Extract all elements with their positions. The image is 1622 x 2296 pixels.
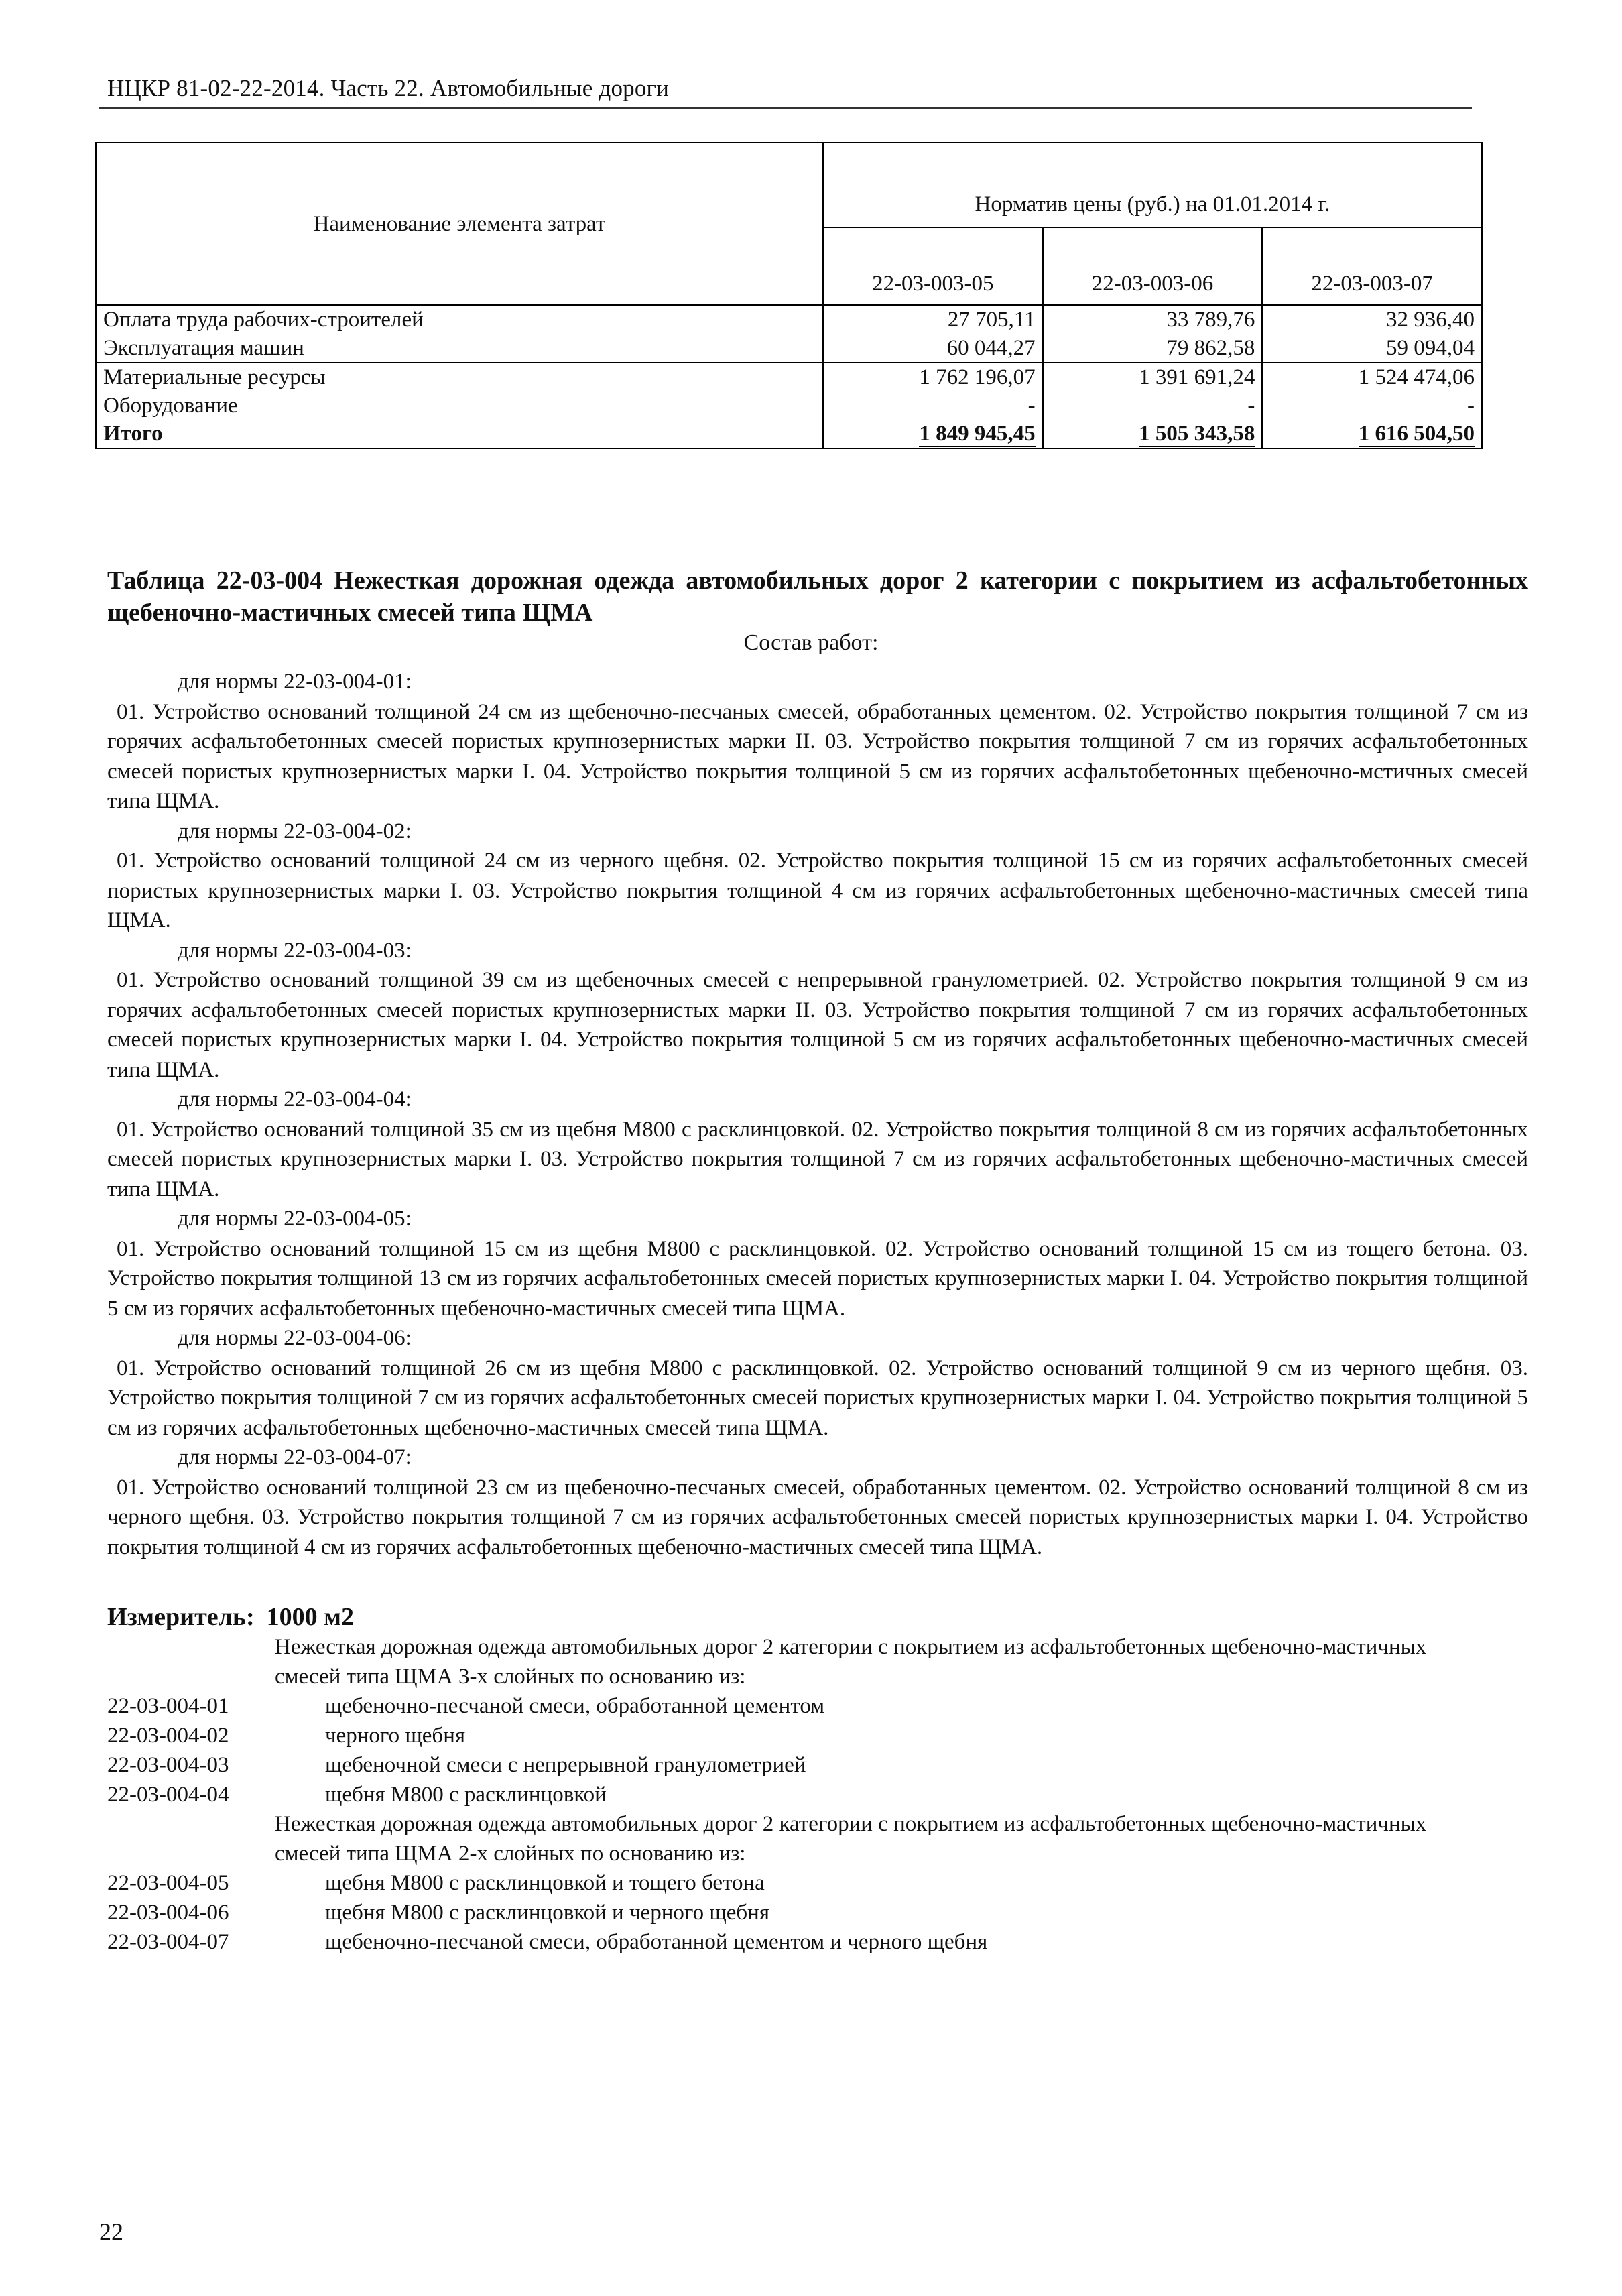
cell-value-text: 1 505 343,58 [1139, 422, 1255, 446]
norm-description: щебеночной смеси с непрерывной гранулометрией [325, 1753, 806, 1777]
cell-value: 27 705,11 [823, 305, 1043, 334]
norm-group-description: Нежесткая дорожная одежда автомобильных дорог 2 категории с покрытием из асфальтобетонных щебеночно-мастичных смесей типа ЩМА 2-х слойных по основанию из: [275, 1812, 1427, 1866]
works-heading: Состав работ: [743, 630, 879, 655]
norm-label: для нормы 22-03-004-03: [178, 938, 412, 963]
cell-value: - [823, 391, 1043, 420]
cell-value-text: 1 849 945,45 [919, 422, 1036, 446]
table-row-total [96, 420, 1482, 448]
measure-unit [107, 1602, 354, 1632]
list-item [107, 1750, 1528, 1780]
cell-value: 59 094,04 [1262, 334, 1482, 363]
column-header-cost-element: Наименование элемента затрат [96, 143, 823, 305]
norm-label: для нормы 22-03-004-04: [178, 1087, 412, 1111]
column-header-code: 22-03-003-05 [823, 227, 1043, 305]
cell-value [1043, 420, 1263, 448]
norm-code: 22-03-004-05 [107, 1871, 229, 1895]
norms-list [107, 1632, 1528, 1957]
norm-works-text: 01. Устройство оснований толщиной 35 см из щебня М800 с расклинцовкой. 02. Устройство покрытия толщиной 8 см из горячих асфальтобетонных смесей пористых крупнозернистых марки I. 03. Устройство покрытия толщиной 7 см из горячих асфальтобетонных щебеночно-мастичных смесей типа ЩМА. [107, 1117, 1528, 1201]
norm-works-text: 01. Устройство оснований толщиной 15 см из щебня М800 с расклинцовкой. 02. Устройство оснований толщиной 15 см из тощего бетона. 03. Устройство покрытия толщиной 13 см из горячих асфальтобетонных смесей пористых крупнозернистых марки I. 04. Устройство покрытия толщиной 5 см из горячих асфальтобетонных щебеночно-мастичных смесей типа ЩМА. [107, 1236, 1528, 1321]
norm-works-text: 01. Устройство оснований толщиной 26 см из щебня М800 с расклинцовкой. 02. Устройство оснований толщиной 9 см из черного щебня. 03. Устройство покрытия толщиной 7 см из горячих асфальтобетонных смесей пористых крупнозернистых марки I. 04. Устройство покрытия толщиной 5 см из горячих асфальтобетонных щебеночно-мастичных смесей типа ЩМА. [107, 1355, 1528, 1440]
norm-label: для нормы 22-03-004-06: [178, 1326, 412, 1350]
list-item [107, 1780, 1528, 1809]
norm-code: 22-03-004-07 [107, 1930, 229, 1954]
works-list [107, 667, 1528, 1562]
table-row [96, 363, 1482, 391]
norm-description: щебня М800 с расклинцовкой и тощего бетона [325, 1871, 765, 1895]
cell-value: 33 789,76 [1043, 305, 1263, 334]
norm-code: 22-03-004-04 [107, 1783, 229, 1807]
column-group-header-price-norm: Норматив цены (руб.) на 01.01.2014 г. [823, 143, 1482, 227]
norm-label: для нормы 22-03-004-02: [178, 819, 412, 843]
cell-value [823, 420, 1043, 448]
norm-description: щебеночно-песчаной смеси, обработанной цементом и черного щебня [325, 1930, 988, 1954]
page-number: 22 [99, 2218, 123, 2245]
cell-value: - [1043, 391, 1263, 420]
cell-value: 79 862,58 [1043, 334, 1263, 363]
cell-value: 1 762 196,07 [823, 363, 1043, 391]
norm-code: 22-03-004-02 [107, 1724, 229, 1748]
column-header-code: 22-03-003-07 [1262, 227, 1482, 305]
table-row [96, 334, 1482, 363]
measure-label: Измеритель: [107, 1603, 255, 1631]
row-label: Материальные ресурсы [96, 363, 823, 391]
norm-description: щебеночно-песчаной смеси, обработанной цементом [325, 1694, 825, 1718]
list-item [107, 1691, 1528, 1721]
norm-works-text: 01. Устройство оснований толщиной 24 см из щебеночно-песчаных смесей, обработанных цементом. 02. Устройство покрытия толщиной 7 см из горячих асфальтобетонных смесей пористых крупнозернистых марки II. 03. Устройство покрытия толщиной 7 см из горячих асфальтобетонных смесей пористых крупнозернистых марки I. 04. Устройство покрытия толщиной 5 см из горячих асфальтобетонных щебеночно-мстичных смесей типа ЩМА. [107, 699, 1528, 813]
norm-code: 22-03-004-01 [107, 1694, 229, 1718]
norm-label: для нормы 22-03-004-07: [178, 1445, 412, 1469]
row-label: Оборудование [96, 391, 823, 420]
norm-code: 22-03-004-06 [107, 1900, 229, 1925]
norm-description: щебня М800 с расклинцовкой и черного щебня [325, 1900, 770, 1925]
list-item [107, 1721, 1528, 1750]
table-row [96, 391, 1482, 420]
norm-label: для нормы 22-03-004-01: [178, 670, 412, 694]
list-item [107, 1868, 1528, 1898]
norm-label: для нормы 22-03-004-05: [178, 1207, 412, 1231]
cell-value: 32 936,40 [1262, 305, 1482, 334]
norm-code: 22-03-004-03 [107, 1753, 229, 1777]
measure-value: 1000 м2 [266, 1603, 355, 1631]
column-header-code: 22-03-003-06 [1043, 227, 1263, 305]
price-table [95, 142, 1483, 449]
cell-value: 1 524 474,06 [1262, 363, 1482, 391]
list-item [107, 1927, 1528, 1957]
cell-value [1262, 420, 1482, 448]
norm-description: черного щебня [325, 1724, 466, 1748]
row-label: Эксплуатация машин [96, 334, 823, 363]
cell-value: 60 044,27 [823, 334, 1043, 363]
table-title: Таблица 22-03-004 Нежесткая дорожная одежда автомобильных дорог 2 категории с покрытием из асфальтобетонных щебеночно-мастичных смесей типа ЩМА [107, 566, 1528, 627]
row-label: Оплата труда рабочих-строителей [96, 305, 823, 334]
norm-group-description: Нежесткая дорожная одежда автомобильных дорог 2 категории с покрытием из асфальтобетонных щебеночно-мастичных смесей типа ЩМА 3-х слойных по основанию из: [275, 1635, 1427, 1689]
row-label: Итого [96, 420, 823, 448]
norm-works-text: 01. Устройство оснований толщиной 24 см из черного щебня. 02. Устройство покрытия толщиной 15 см из горячих асфальтобетонных смесей пористых крупнозернистых марки I. 03. Устройство покрытия толщиной 4 см из горячих асфальтобетонных щебеночно-мастичных смесей типа ЩМА. [107, 849, 1528, 932]
header-rule [99, 107, 1472, 109]
norm-works-text: 01. Устройство оснований толщиной 39 см из щебеночных смесей с непрерывной гранулометрией. 02. Устройство покрытия толщиной 9 см из горячих асфальтобетонных смесей пористых крупнозернистых марки II. 03. Устройство покрытия толщиной 7 см из горячих асфальтобетонных смесей пористых крупнозернистых марки I. 04. Устройство покрытия толщиной 5 см из горячих асфальтобетонных щебеночно-мастичных смесей типа ЩМА. [107, 968, 1528, 1082]
cell-value: 1 391 691,24 [1043, 363, 1263, 391]
norm-works-text: 01. Устройство оснований толщиной 23 см из щебеночно-песчаных смесей, обработанных цементом. 02. Устройство оснований толщиной 8 см из черного щебня. 03. Устройство покрытия толщиной 7 см из горячих асфальтобетонных смесей пористых крупнозернистых марки I. 04. Устройство покрытия толщиной 4 см из горячих асфальтобетонных щебеночно-мастичных смесей типа ЩМА. [107, 1475, 1528, 1559]
cell-value-text: 1 616 504,50 [1358, 422, 1475, 446]
norm-description: щебня М800 с расклинцовкой [325, 1783, 607, 1807]
cell-value: - [1262, 391, 1482, 420]
table-row [96, 305, 1482, 334]
list-item [107, 1898, 1528, 1927]
running-header: НЦКР 81-02-22-2014. Часть 22. Автомобильные дороги [107, 75, 670, 101]
